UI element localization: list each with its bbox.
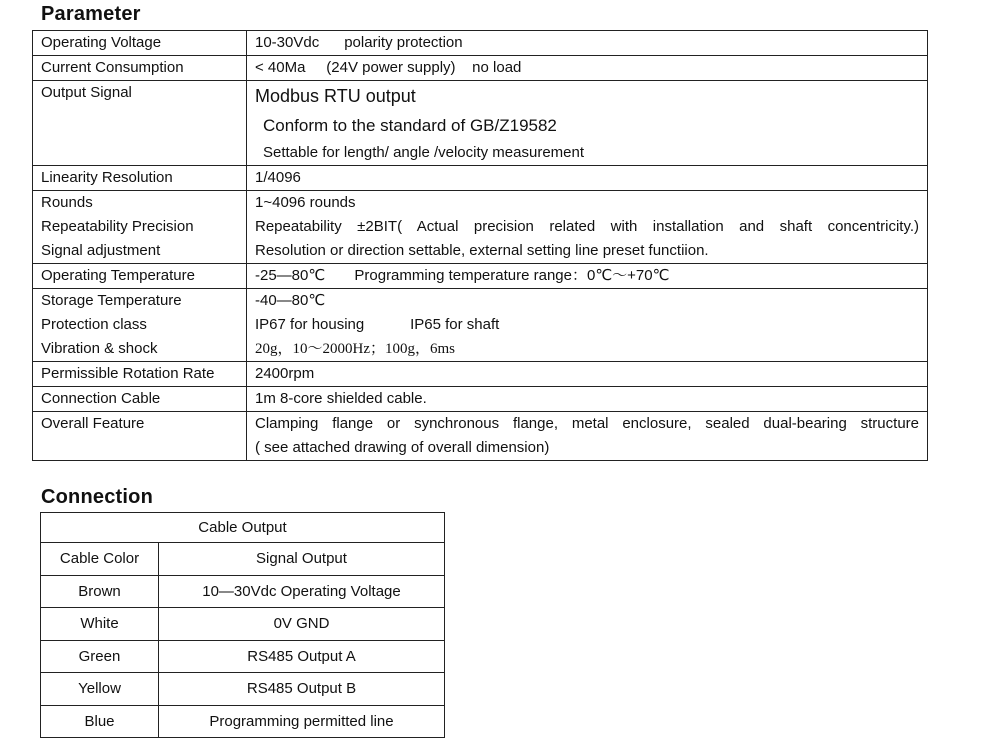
param-label: Output Signal (41, 84, 132, 101)
param-value-cell (247, 387, 928, 412)
cable-color: Brown (41, 575, 159, 608)
param-value-cell (247, 56, 928, 81)
param-value: Resolution or direction settable, external setting line preset functiion. (255, 242, 709, 259)
param-value: Repeatability ±2BIT( Actual precision related with installation and shaft concentricity.) (255, 218, 919, 235)
param-value: < 40Ma (24V power supply) no load (255, 59, 522, 76)
param-label-cell (33, 191, 247, 264)
parameter-heading: Parameter (41, 3, 141, 25)
signal-output: RS485 Output A (159, 640, 445, 673)
param-value-cell (247, 264, 928, 289)
param-label-cell (33, 289, 247, 362)
table-row (33, 387, 928, 412)
connection-table (40, 512, 445, 738)
param-value: 2400rpm (255, 365, 315, 382)
param-value: Clamping flange or synchronous flange, metal enclosure, sealed dual-bearing structure (255, 415, 919, 432)
table-row (33, 166, 928, 191)
param-value: 20g，10～2000Hz；100g，6ms (255, 341, 455, 357)
param-label: Current Consumption (41, 59, 184, 76)
table-row (41, 575, 445, 608)
param-label: Connection Cable (41, 390, 161, 407)
param-label: Signal adjustment (41, 242, 161, 259)
table-row (33, 191, 928, 264)
param-label: Overall Feature (41, 415, 145, 432)
param-value: -25—80℃ Programming temperature range：0℃～+70℃ (255, 267, 670, 284)
cable-color: Blue (41, 705, 159, 738)
param-label-cell (33, 362, 247, 387)
param-value: ( see attached drawing of overall dimension) (255, 439, 550, 456)
table-row (41, 705, 445, 738)
table-row (33, 362, 928, 387)
param-value-cell (247, 31, 928, 56)
param-label-cell (33, 166, 247, 191)
param-value-cell (247, 362, 928, 387)
signal-output: Programming permitted line (159, 705, 445, 738)
table-row (41, 543, 445, 576)
table-row (33, 412, 928, 461)
param-value: Settable for length/ angle /velocity measurement (263, 144, 585, 161)
param-value-cell (247, 412, 928, 461)
param-label: Repeatability Precision (41, 218, 194, 235)
param-label: Protection class (41, 316, 147, 333)
param-label-cell (33, 264, 247, 289)
param-label: Rounds (41, 194, 93, 211)
param-label: Storage Temperature (41, 292, 182, 309)
param-label: Operating Temperature (41, 267, 195, 284)
param-value: 1/4096 (255, 169, 301, 186)
table-row (33, 81, 928, 166)
table-row (41, 640, 445, 673)
param-label-cell (33, 412, 247, 461)
param-label: Permissible Rotation Rate (41, 365, 215, 382)
table-row (33, 56, 928, 81)
parameter-table (32, 30, 928, 461)
cable-output-header: Cable Output (41, 513, 445, 543)
param-value: Modbus RTU output (255, 86, 416, 106)
param-value: Conform to the standard of GB/Z19582 (263, 116, 557, 135)
param-value: IP67 for housing IP65 for shaft (255, 316, 500, 333)
table-row (33, 264, 928, 289)
cable-color: Yellow (41, 673, 159, 706)
param-value: 1m 8-core shielded cable. (255, 390, 427, 407)
connection-heading: Connection (41, 486, 153, 508)
param-label-cell (33, 81, 247, 166)
param-label-cell (33, 387, 247, 412)
signal-output: 0V GND (159, 608, 445, 641)
table-row (41, 608, 445, 641)
table-row (33, 31, 928, 56)
param-label-cell (33, 31, 247, 56)
table-row (41, 673, 445, 706)
param-value-cell (247, 81, 928, 166)
param-value: 10-30Vdc polarity protection (255, 34, 463, 51)
cable-color: Green (41, 640, 159, 673)
param-value: 1~4096 rounds (255, 194, 356, 211)
param-value-cell (247, 191, 928, 264)
param-label: Linearity Resolution (41, 169, 173, 186)
param-label-cell (33, 56, 247, 81)
table-row (33, 289, 928, 362)
param-label: Vibration & shock (41, 340, 158, 357)
param-value-cell (247, 166, 928, 191)
signal-output: RS485 Output B (159, 673, 445, 706)
param-value-cell (247, 289, 928, 362)
signal-output: 10—30Vdc Operating Voltage (159, 575, 445, 608)
param-value: -40—80℃ (255, 292, 326, 309)
param-label: Operating Voltage (41, 34, 162, 51)
table-header-row (41, 513, 445, 543)
cable-color: White (41, 608, 159, 641)
column-header: Signal Output (159, 543, 445, 576)
column-header: Cable Color (41, 543, 159, 576)
